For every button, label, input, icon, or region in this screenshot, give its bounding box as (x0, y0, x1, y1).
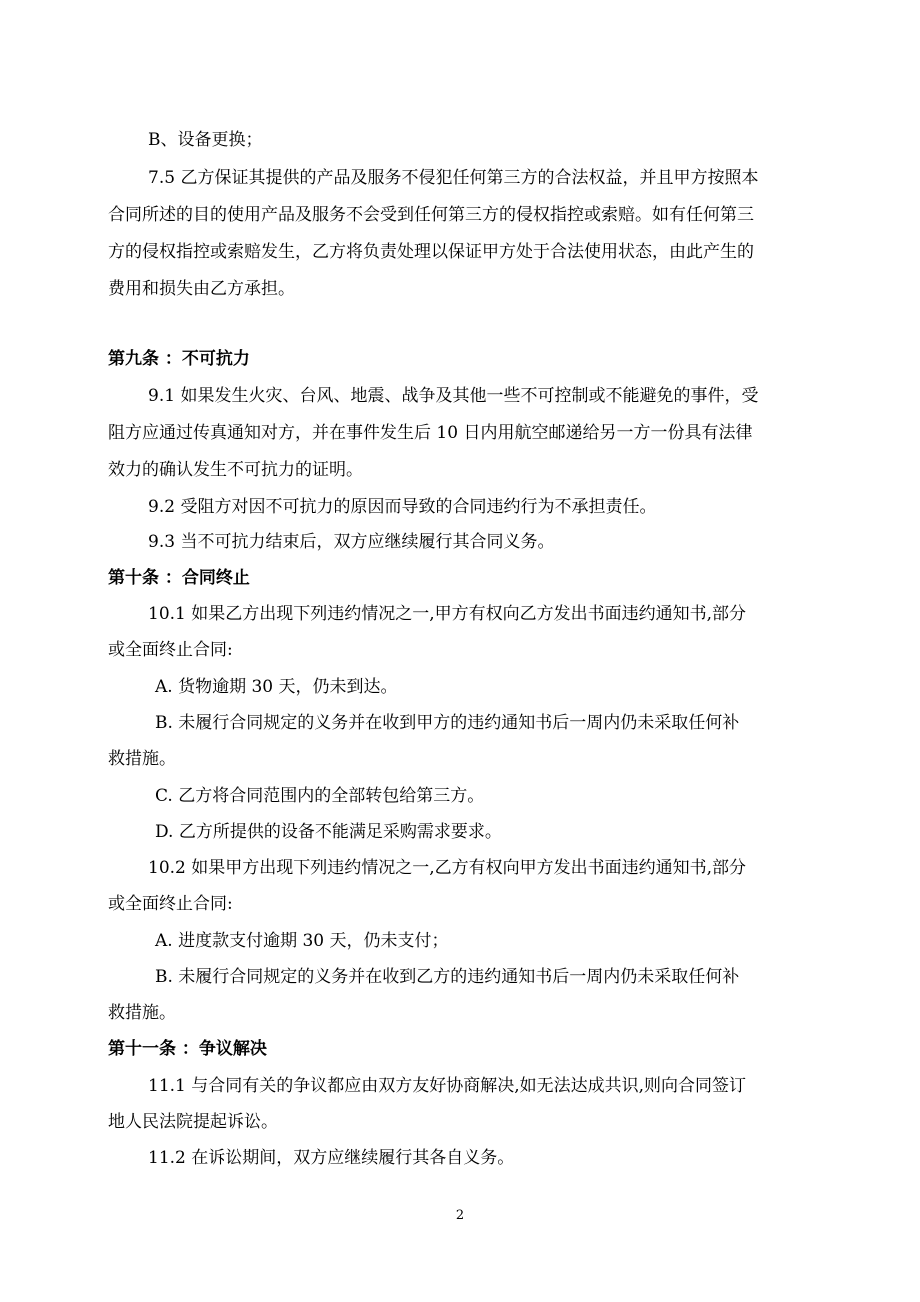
clause-11-1-line-1: 11.1 与合同有关的争议都应由双方友好协商解决,如无法达成共识,则向合同签订 (148, 1076, 747, 1096)
clause-10-2-line-2: 或全面终止合同: (108, 894, 233, 914)
article-10-heading: 第十条 ：合同终止 (108, 568, 250, 588)
clause-10-1-item-b-line-2: 救措施。 (108, 749, 176, 769)
clause-9-2: 9.2 受阻方对因不可抗力的原因而导致的合同违约行为不承担责任。 (148, 497, 657, 517)
clause-10-1-item-c: C. 乙方将合同范围内的全部转包给第三方。 (155, 786, 485, 806)
clause-10-2-item-a: A. 进度款支付逾期 30 天，仍未支付； (155, 931, 449, 951)
clause-10-1-line-1: 10.1 如果乙方出现下列违约情况之一,甲方有权向乙方发出书面违约通知书,部分 (148, 604, 747, 624)
clause-7-5-line-2: 合同所述的目的使用产品及服务不会受到任何第三方的侵权指控或索赔。如有任何第三 (108, 205, 754, 225)
clause-11-1-line-2: 地人民法院提起诉讼。 (108, 1112, 278, 1132)
clause-7-5-line-4: 费用和损失由乙方承担。 (108, 279, 295, 299)
article-11-heading: 第十一条 ：争议解决 (108, 1039, 267, 1059)
clause-7-5-line-1: 7.5 乙方保证其提供的产品及服务不侵犯任何第三方的合法权益，并且甲方按照本 (148, 168, 759, 188)
clause-9-1-line-3: 效力的确认发生不可抗力的证明。 (108, 460, 363, 480)
page-number: 2 (455, 1208, 465, 1223)
article-9-heading: 第九条 ：不可抗力 (108, 349, 250, 369)
clause-10-1-item-b-line-1: B. 未履行合同规定的义务并在收到甲方的违约通知书后一周内仍未采取任何补 (155, 713, 740, 733)
clause-10-1-item-a: A. 货物逾期 30 天，仍未到达。 (155, 677, 398, 697)
clause-7-5-line-3: 方的侵权指控或索赔发生，乙方将负责处理以保证甲方处于合法使用状态，由此产生的 (108, 242, 754, 262)
clause-11-2: 11.2 在诉讼期间，双方应继续履行其各自义务。 (148, 1148, 515, 1168)
clause-10-1-item-d: D. 乙方所提供的设备不能满足采购需求要求。 (155, 822, 502, 842)
clause-10-2-item-b-line-1: B. 未履行合同规定的义务并在收到乙方的违约通知书后一周内仍未采取任何补 (155, 967, 740, 987)
clause-7-4-item-b: B、设备更换； (148, 130, 263, 150)
clause-9-3: 9.3 当不可抗力结束后，双方应继续履行其合同义务。 (148, 532, 555, 552)
clause-10-2-line-1: 10.2 如果甲方出现下列违约情况之一,乙方有权向甲方发出书面违约通知书,部分 (148, 858, 747, 878)
clause-9-1-line-1: 9.1 如果发生火灾、台风、地震、战争及其他一些不可控制或不能避免的事件，受 (148, 386, 759, 406)
clause-9-1-line-2: 阻方应通过传真通知对方，并在事件发生后 10 日内用航空邮递给另一方一份具有法律 (108, 423, 753, 443)
clause-10-2-item-b-line-2: 救措施。 (108, 1003, 176, 1023)
clause-10-1-line-2: 或全面终止合同: (108, 640, 233, 660)
